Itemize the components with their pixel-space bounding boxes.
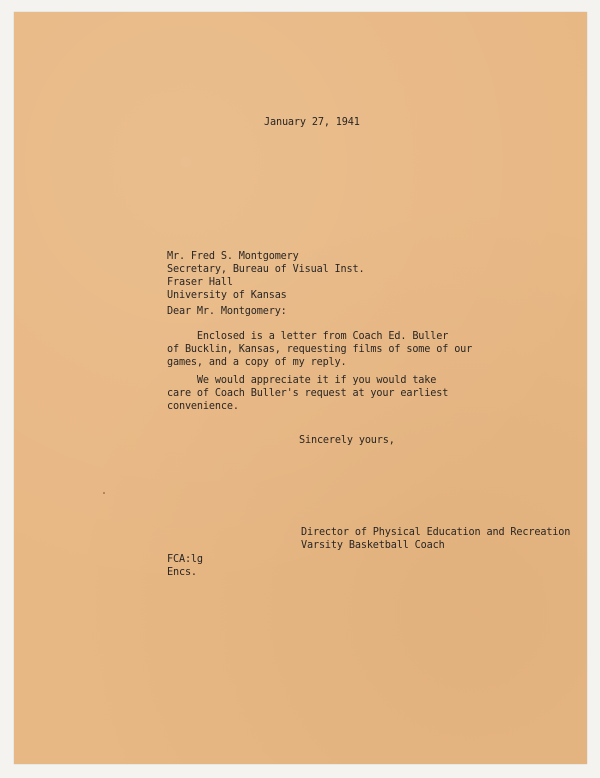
letter-page bbox=[14, 12, 587, 764]
reference-line: FCA:lg bbox=[167, 554, 203, 565]
recipient-line: Secretary, Bureau of Visual Inst. bbox=[167, 264, 365, 275]
body-paragraph-1 bbox=[167, 330, 472, 369]
body-line: convenience. bbox=[167, 401, 239, 412]
body-line: care of Coach Buller's request at your earliest bbox=[167, 388, 449, 399]
body-line: Enclosed is a letter from Coach Ed. Buller bbox=[167, 331, 449, 342]
body-line: We would appreciate it if you would take bbox=[167, 375, 437, 386]
letter-date: January 27, 1941 bbox=[264, 117, 360, 128]
recipient-line: Fraser Hall bbox=[167, 277, 233, 288]
signature-block bbox=[301, 526, 570, 552]
body-paragraph-2 bbox=[167, 374, 448, 413]
body-line: games, and a copy of my reply. bbox=[167, 357, 347, 368]
salutation: Dear Mr. Montgomery: bbox=[167, 306, 287, 317]
body-line: of Bucklin, Kansas, requesting films of some of our bbox=[167, 344, 473, 355]
closing: Sincerely yours, bbox=[299, 435, 395, 446]
recipient-line: University of Kansas bbox=[167, 290, 287, 301]
signature-line: Director of Physical Education and Recreation bbox=[301, 527, 571, 538]
reference-initials bbox=[167, 553, 203, 579]
paper-speck bbox=[103, 492, 105, 494]
recipient-address bbox=[167, 250, 364, 302]
reference-line: Encs. bbox=[167, 567, 197, 578]
recipient-line: Mr. Fred S. Montgomery bbox=[167, 251, 299, 262]
signature-line: Varsity Basketball Coach bbox=[301, 540, 445, 551]
